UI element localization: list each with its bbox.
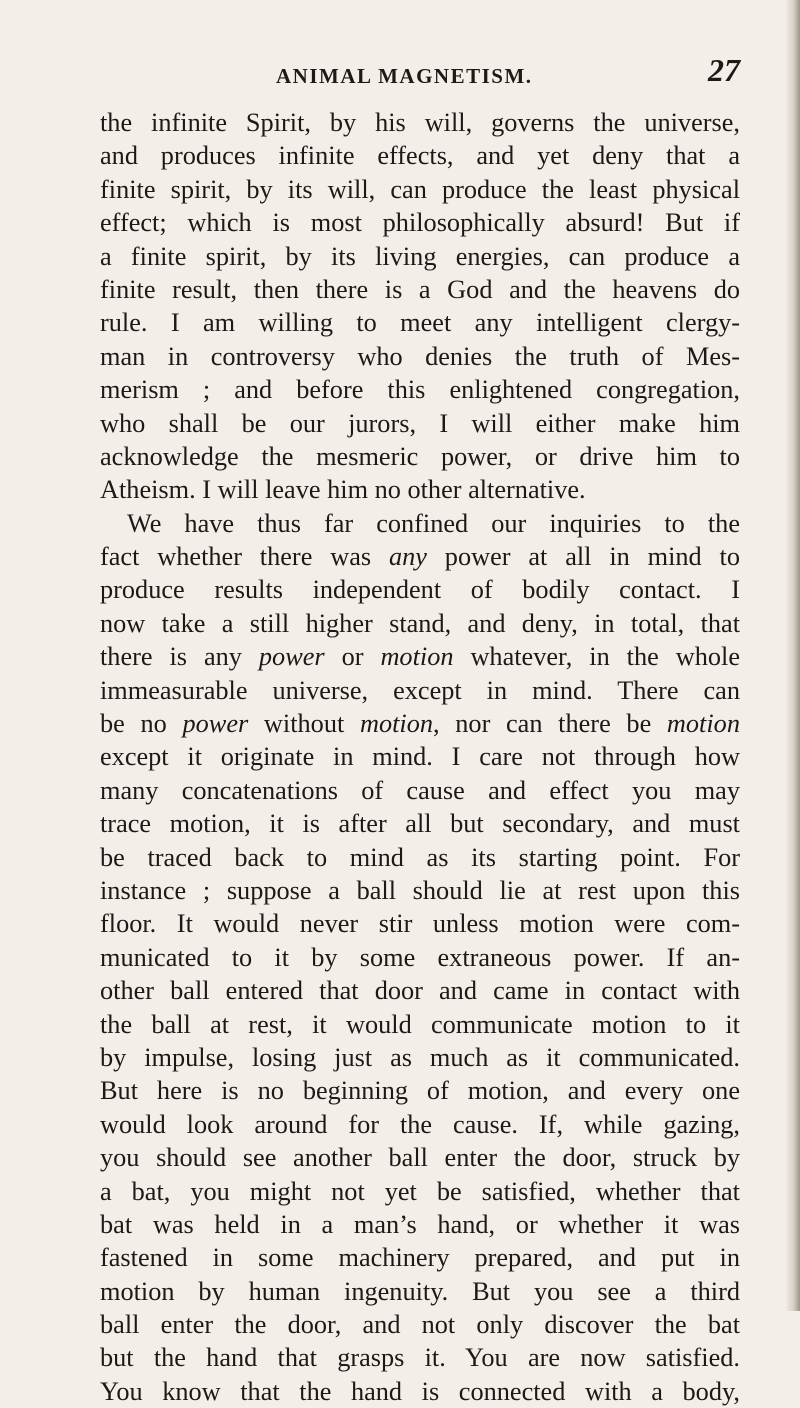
text-segment: bat was held in a man’s hand, or whether it was: [100, 1209, 740, 1239]
text-segment: ball enter the door, and not only discover the bat: [100, 1310, 740, 1340]
text-segment: floor. It would never stir unless motion were com-: [100, 909, 740, 939]
text-segment: a finite spirit, by its living energies, can produce a: [100, 241, 740, 271]
text-line: [100, 1008, 740, 1041]
text-segment: effect; which is most philosophically absurd! But if: [100, 208, 740, 238]
text-segment: trace motion, it is after all but secondary, and must: [100, 809, 740, 839]
text-segment: be no: [100, 709, 183, 739]
text-line: [100, 1341, 740, 1374]
text-line: [100, 340, 740, 373]
text-line: [100, 373, 740, 406]
text-segment: finite spirit, by its will, can produce the least physical: [100, 174, 740, 204]
italic-text: motion: [666, 709, 740, 739]
text-line: [100, 874, 740, 907]
text-segment: immeasurable universe, except in mind. There can: [100, 675, 740, 705]
text-line: [100, 106, 740, 139]
text-line: [100, 440, 740, 473]
text-line: [100, 407, 740, 440]
text-segment: Atheism. I will leave him no other alternative.: [100, 475, 586, 505]
text-line: [100, 240, 740, 273]
text-line: [100, 1108, 740, 1141]
text-segment: who shall be our jurors, I will either make him: [100, 408, 740, 438]
text-line: [100, 1241, 740, 1274]
text-segment: except it originate in mind. I care not through how: [100, 742, 740, 772]
italic-text: motion: [380, 642, 454, 672]
text-line: [100, 173, 740, 206]
text-segment: whatever, in the whole: [453, 642, 740, 672]
text-segment: would look around for the cause. If, while gazing,: [100, 1109, 740, 1139]
text-line: [100, 273, 740, 306]
text-segment: fact whether there was: [100, 542, 389, 572]
text-line: [100, 740, 740, 773]
text-segment: finite result, then there is a God and the heavens do: [100, 274, 740, 304]
page-edge-shadow: [786, 0, 800, 1311]
text-line: [100, 473, 740, 506]
text-line: [100, 573, 740, 606]
text-segment: acknowledge the mesmeric power, or drive him to: [100, 441, 740, 471]
text-line: [100, 1041, 740, 1074]
text-segment: a bat, you might not yet be satisfied, whether that: [100, 1176, 740, 1206]
text-segment: you should see another ball enter the door, struck by: [100, 1143, 740, 1173]
italic-text: power: [258, 642, 325, 672]
text-segment: there is any: [100, 642, 259, 672]
text-line: [100, 507, 740, 540]
text-segment: merism ; and before this enlightened congregation,: [100, 375, 740, 405]
text-line: [100, 139, 740, 172]
text-line: [100, 1308, 740, 1341]
text-segment: But here is no beginning of motion, and every one: [100, 1076, 740, 1106]
text-line: [100, 841, 740, 874]
text-line: [100, 774, 740, 807]
text-segment: now take a still higher stand, and deny, in total, that: [100, 608, 740, 638]
text-line: [100, 707, 740, 740]
text-segment: rule. I am willing to meet any intelligent clergy-: [100, 308, 740, 338]
text-line: [100, 974, 740, 1007]
text-line: [100, 540, 740, 573]
page-number: 27: [708, 52, 740, 88]
text-line: [100, 907, 740, 940]
text-segment: the infinite Spirit, by his will, governs the universe,: [100, 108, 740, 137]
text-line: [100, 206, 740, 239]
text-segment: motion by human ingenuity. But you see a third: [100, 1276, 740, 1306]
text-segment: by impulse, losing just as much as it communicated.: [100, 1042, 740, 1072]
italic-text: motion: [359, 709, 434, 739]
text-segment: power at all in mind to: [426, 542, 740, 572]
text-segment: , nor can there be: [433, 709, 667, 739]
text-segment: the ball at rest, it would communicate motion to it: [100, 1009, 740, 1039]
text-line: [100, 306, 740, 339]
text-segment: other ball entered that door and came in contact with: [100, 976, 740, 1006]
text-line: [100, 1074, 740, 1107]
text-line: [100, 1208, 740, 1241]
running-title: ANIMAL MAGNETISM.: [276, 64, 533, 88]
text-line: [100, 941, 740, 974]
text-segment: fastened in some machinery prepared, and put in: [100, 1243, 740, 1273]
body-text: [100, 106, 740, 1408]
text-segment: produce results independent of bodily contact. I: [100, 575, 740, 605]
italic-text: power: [182, 709, 249, 739]
text-line: [100, 674, 740, 707]
text-line: [100, 640, 740, 673]
page-header: [100, 52, 740, 98]
text-line: [100, 607, 740, 640]
text-segment: without: [248, 709, 360, 739]
text-segment: or: [324, 642, 381, 672]
text-line: [100, 807, 740, 840]
text-segment: man in controversy who denies the truth of Mes-: [100, 341, 740, 371]
text-line: [100, 1175, 740, 1208]
text-line: [100, 1375, 740, 1408]
text-line: [100, 1141, 740, 1174]
italic-text: any: [388, 542, 427, 572]
text-segment: We have thus far confined our inquiries to the: [127, 508, 740, 538]
text-line: [100, 1275, 740, 1308]
text-segment: instance ; suppose a ball should lie at rest upon this: [100, 875, 740, 905]
text-segment: and produces infinite effects, and yet deny that a: [100, 141, 740, 171]
text-segment: You know that the hand is connected with a body,: [100, 1376, 740, 1406]
text-segment: be traced back to mind as its starting point. For: [100, 842, 740, 872]
text-segment: municated to it by some extraneous power. If an-: [100, 942, 740, 972]
text-segment: many concatenations of cause and effect you may: [100, 775, 740, 805]
text-segment: but the hand that grasps it. You are now satisfied.: [100, 1343, 740, 1373]
